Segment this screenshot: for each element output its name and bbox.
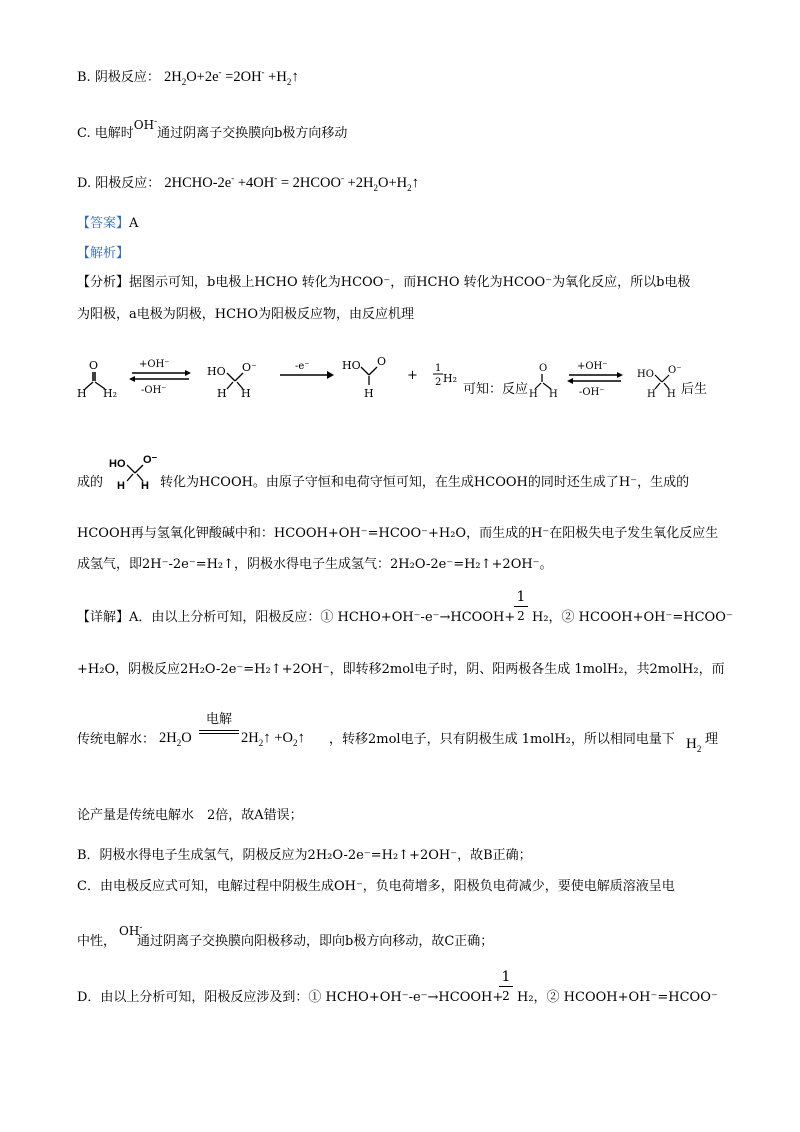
svg-text:O⁻: O⁻: [143, 454, 158, 466]
electrolysis-condition: 电解: [199, 710, 239, 734]
mech-tail-text: 可知：反应: [463, 382, 529, 397]
option-d: [77, 168, 727, 198]
intermediate-structure-inline: [105, 449, 165, 491]
svg-text:H: H: [241, 387, 251, 400]
detail-d-fraction: 1 2: [499, 968, 513, 1005]
analysis-tag-line: [77, 244, 727, 264]
svg-text:O: O: [377, 355, 387, 368]
mech-after-text: 后生: [681, 382, 708, 397]
svg-text:H: H: [217, 387, 227, 400]
svg-text:+OH⁻: +OH⁻: [139, 359, 170, 370]
h2-symbol: $H_2$: [686, 736, 702, 754]
formaldehyde-structure: [77, 359, 117, 400]
svg-text:-OH⁻: -OH⁻: [141, 385, 167, 396]
svg-text:O: O: [539, 363, 548, 374]
fenxi-line-1: 【分析】据图示可知，b电极上HCHO 转化为HCOO⁻，而HCHO 转化为HCOO⁻为氧化反应，所以b电极: [77, 275, 691, 290]
svg-text:1: 1: [435, 363, 442, 374]
fenxi-line-2: 为阳极，a电极为阴极，HCHO为阳极反应物，由反应机理: [77, 307, 415, 322]
svg-text:O: O: [89, 359, 99, 372]
electrolysis-equation: $2H_2O$: [159, 730, 192, 748]
option-c-ion: OH-: [133, 117, 158, 132]
option-b-label: B. 阴极反应：: [77, 69, 160, 85]
equilibrium-arrow-1: [129, 359, 191, 396]
svg-text:HO: HO: [342, 359, 361, 372]
option-d-equation: 2HCHO-2e- +4OH- = 2HCOO- $+2H_2O+H_2↑$: [164, 173, 420, 193]
detail-c-line-1: C．由电极反应式可知，电解过程中阴极生成OH⁻，负电荷增多，阳极负电荷减少，要使电解质溶液呈电: [77, 879, 675, 894]
svg-text:H: H: [141, 480, 149, 491]
detail-line-1: 【详解】A．由以上分析可知，阳极反应：① HCHO+OH⁻-e⁻→HCOOH+ 1 2 H₂，② HCOOH+OH⁻=HCOO⁻: [77, 589, 733, 625]
traditional-electrolysis-line: 传统电解水： $2H_2O$ 电解 $2H_2↑$ $+O_2↑$ ，转移2mol电子，只有阴极生成 1molH₂，所以相同电量下 $H_2$ 理: [77, 712, 727, 758]
svg-text:-e⁻: -e⁻: [295, 361, 310, 372]
answer-line: [77, 214, 727, 234]
svg-text:H₂: H₂: [443, 372, 458, 385]
detail-c-line-2: 中性， OH- 通过阴离子交换膜向阳极移动，即向b极方向移动，故C正确；: [77, 920, 727, 956]
intermediate-structure-small: [637, 365, 681, 400]
svg-text:2: 2: [435, 377, 442, 388]
formic-acid-structure: [342, 355, 386, 400]
svg-text:H: H: [549, 389, 558, 400]
svg-text:H: H: [364, 387, 374, 400]
option-b: [77, 62, 727, 92]
answer-tag: 【答案】: [77, 216, 130, 231]
hcooh-line-2: 成氢气，即2H⁻-2e⁻=H₂↑，阴极水得电子生成氢气：2H₂O-2e⁻=H₂↑+2OH⁻。: [77, 557, 553, 572]
svg-text:H: H: [117, 480, 125, 491]
svg-text:O⁻: O⁻: [668, 365, 682, 376]
electrolysis-products: $2H_2↑$ $+O_2↑$: [241, 730, 306, 748]
svg-text:H: H: [667, 389, 676, 400]
answer-value: A: [129, 216, 139, 231]
plus-sign: +: [407, 368, 418, 383]
detail-d-line: D．由以上分析可知，阳极反应涉及到：① HCHO+OH⁻-e⁻→HCOOH+ 1 2 H₂，② HCOOH+OH⁻=HCOO⁻: [77, 969, 718, 1005]
equilibrium-arrow-2: [567, 361, 623, 398]
svg-text:HO: HO: [109, 458, 126, 470]
svg-text:H: H: [529, 389, 538, 400]
oxidation-arrow: [280, 361, 334, 379]
detail-b-line: B．阴极水得电子生成氢气，阴极反应为2H₂O-2e⁻=H₂↑+2OH⁻，故B正确；: [77, 848, 532, 863]
mechanism-diagram: [77, 355, 737, 405]
lun-line: 论产量是传统电解水 2倍，故A错误；: [77, 808, 303, 823]
svg-text:HO: HO: [207, 365, 226, 378]
svg-text:HO: HO: [637, 369, 654, 380]
detail-line-2: +H₂O，阴极反应2H₂O-2e⁻=H₂↑+2OH⁻，即转移2mol电子时，阴、阳两极各生成 1molH₂，共2molH₂，而: [77, 662, 725, 677]
hcooh-line-1: HCOOH再与氢氧化钾酸碱中和：HCOOH+OH⁻=HCOO⁻+H₂O，而生成的H⁻在阳极失电子发生氧化反应生: [77, 526, 719, 541]
cheng-line: 成的 HO O⁻ H H 转化为HCOOH。由原子守恒和电荷守恒可知，在生成HCOOH的同时还生成了H⁻，生成的: [77, 455, 727, 497]
svg-text:+OH⁻: +OH⁻: [577, 361, 608, 372]
half-fraction: [433, 363, 457, 388]
option-c: C. 电解时OH-通过阴离子交换膜向b极方向移动: [77, 117, 348, 141]
svg-text:H: H: [647, 389, 656, 400]
analysis-tag: 【解析】: [77, 246, 130, 261]
mechanism-row: [77, 355, 727, 405]
svg-text:O⁻: O⁻: [242, 361, 257, 374]
option-b-equation: $2H_2O+2e^- =2OH^-$ $+H_2↑$: [163, 67, 299, 87]
svg-text:-OH⁻: -OH⁻: [579, 387, 605, 398]
svg-text:H₂: H₂: [103, 387, 118, 400]
intermediate-structure: [207, 361, 257, 400]
detail-fraction: 1 2: [514, 588, 528, 625]
svg-text:H: H: [77, 387, 87, 400]
formaldehyde-structure-small: [529, 363, 558, 400]
option-d-label: D. 阳极反应：: [77, 175, 161, 191]
detail-c-ion: OH-: [119, 923, 143, 938]
